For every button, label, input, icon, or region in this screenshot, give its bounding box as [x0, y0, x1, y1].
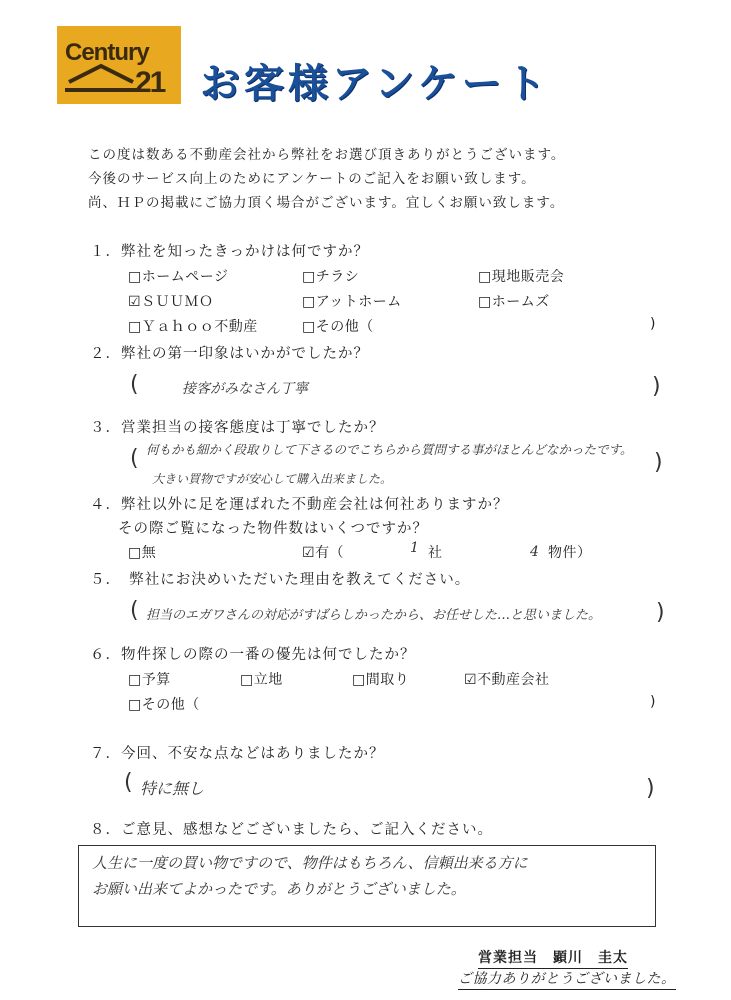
svg-text:21: 21 — [135, 66, 165, 99]
option-label: ホームズ — [491, 294, 550, 310]
q3-open-paren: ( — [130, 446, 139, 471]
q7-close-paren: ) — [646, 776, 655, 801]
q1-option-homepage[interactable] — [128, 266, 228, 286]
q4-properties-unit: 物件） — [548, 545, 592, 561]
q8-answer-line-1[interactable]: 人生に一度の買い物ですので、物件はもちろん、信頼出来る方に — [92, 854, 528, 872]
q3-answer-line-2[interactable]: 大きい買物ですが安心して購入出来ました。 — [152, 472, 393, 486]
checkbox-icon[interactable]: □ — [128, 319, 142, 335]
q6-option-budget[interactable] — [128, 669, 171, 689]
q8-answer-line-2[interactable]: お願い出来てよかったです。ありがとうございました。 — [92, 880, 466, 898]
intro-line-2: 今後のサービス向上のためにアンケートのご記入をお願い致します。 — [88, 171, 536, 187]
option-label: 間取り — [365, 672, 410, 688]
q6-option-other[interactable] — [128, 694, 200, 714]
thanks-message: ご協力ありがとうございました。 — [458, 968, 676, 990]
checkbox-checked-icon[interactable]: ☑ — [302, 545, 316, 561]
checkbox-icon[interactable]: □ — [128, 269, 142, 285]
option-label: ＳＵＵＭＯ — [141, 294, 214, 310]
q4-option-yes[interactable] — [302, 542, 344, 562]
question-8-label: ８．ご意見、感想などございましたら、ご記入ください。 — [90, 822, 493, 838]
checkbox-icon[interactable]: □ — [240, 672, 254, 688]
option-label: ホームページ — [141, 269, 229, 285]
option-label: Ｙａｈｏｏ不動産 — [141, 319, 258, 335]
question-5-label: ５． 弊社にお決めいただいた理由を教えてください。 — [90, 572, 471, 588]
question-3-label: ３．営業担当の接客態度は丁寧でしたか？ — [90, 420, 385, 436]
q2-open-paren: ( — [130, 372, 139, 397]
q4-option-none[interactable] — [128, 542, 156, 562]
option-label: その他（ — [315, 319, 374, 335]
checkbox-icon[interactable]: □ — [302, 319, 316, 335]
checkbox-icon[interactable]: □ — [302, 294, 316, 310]
q3-close-paren: ) — [654, 450, 663, 475]
q3-answer-line-1[interactable]: 何もかも細かく段取りして下さるのでこちらから質問する事がほとんどなかったです。 — [146, 442, 633, 457]
option-label: その他（ — [141, 697, 200, 713]
question-4-label-line-1: ４．弊社以外に足を運ばれた不動産会社は何社ありますか？ — [90, 497, 509, 513]
option-label: 不動産会社 — [477, 672, 550, 688]
q6-other-close-paren: ) — [650, 694, 656, 710]
q5-close-paren: ) — [656, 600, 665, 625]
q2-close-paren: ) — [652, 374, 661, 399]
question-6-label: ６．物件探しの際の一番の優先は何でしたか？ — [90, 647, 416, 663]
option-label: アットホーム — [315, 294, 402, 310]
question-2-label: ２．弊社の第一印象はいかがでしたか？ — [90, 346, 369, 362]
checkbox-icon[interactable]: □ — [478, 294, 492, 310]
checkbox-checked-icon[interactable]: ☑ — [128, 294, 142, 310]
option-label: 有（ — [315, 545, 345, 561]
option-label: 無 — [141, 545, 157, 561]
century21-logo-graphic — [57, 26, 181, 104]
q7-open-paren: ( — [124, 770, 133, 795]
intro-line-3: 尚、ＨＰの掲載にご協力頂く場合がございます。宜しくお願い致します。 — [88, 195, 565, 211]
q6-option-real-estate-company[interactable] — [464, 669, 550, 689]
q7-answer[interactable]: 特に無し — [140, 779, 205, 798]
checkbox-icon[interactable]: □ — [352, 672, 366, 688]
q1-option-flyer[interactable] — [302, 266, 359, 286]
q4-companies-count[interactable]: 1 — [410, 540, 419, 556]
q1-option-suumo[interactable] — [128, 291, 214, 311]
q1-option-homes[interactable] — [478, 291, 550, 311]
q4-companies-unit: 社 — [428, 545, 443, 561]
sales-staff-name: 営業担当 顕川 圭太 — [478, 947, 628, 969]
checkbox-icon[interactable]: □ — [302, 269, 316, 285]
question-7-label: ７．今回、不安な点などはありましたか？ — [90, 746, 385, 762]
checkbox-icon[interactable]: □ — [478, 269, 492, 285]
checkbox-icon[interactable]: □ — [128, 545, 142, 561]
q2-answer[interactable]: 接客がみなさん丁寧 — [182, 381, 308, 397]
q6-option-floorplan[interactable] — [352, 669, 409, 689]
intro-line-1: この度は数ある不動産会社から弊社をお選び頂きありがとうございます。 — [88, 147, 566, 163]
q1-option-open-house[interactable] — [478, 266, 564, 286]
q6-option-location[interactable] — [240, 669, 283, 689]
q1-option-athome[interactable] — [302, 291, 402, 311]
option-label: 現地販売会 — [491, 269, 565, 285]
q1-other-close-paren: ) — [650, 316, 656, 332]
option-label: 予算 — [141, 672, 171, 688]
checkbox-icon[interactable]: □ — [128, 697, 142, 713]
q5-open-paren: ( — [130, 598, 139, 623]
option-label: 立地 — [253, 672, 283, 688]
q1-option-yahoo[interactable] — [128, 316, 258, 336]
q1-option-other[interactable] — [302, 316, 374, 336]
century21-logo — [57, 26, 181, 104]
svg-text:Century: Century — [65, 39, 149, 66]
checkbox-checked-icon[interactable]: ☑ — [464, 672, 478, 688]
page-title: お客様アンケート — [200, 61, 550, 107]
q4-properties-count[interactable]: 4 — [530, 544, 539, 560]
question-1-label: １．弊社を知ったきっかけは何ですか？ — [90, 244, 369, 260]
question-4-label-line-2: その際ご覧になった物件数はいくつですか？ — [118, 521, 428, 537]
checkbox-icon[interactable]: □ — [128, 672, 142, 688]
q5-answer[interactable]: 担当のエガワさんの対応がすばらしかったから、お任せした…と思いました。 — [146, 608, 602, 623]
option-label: チラシ — [315, 269, 360, 285]
